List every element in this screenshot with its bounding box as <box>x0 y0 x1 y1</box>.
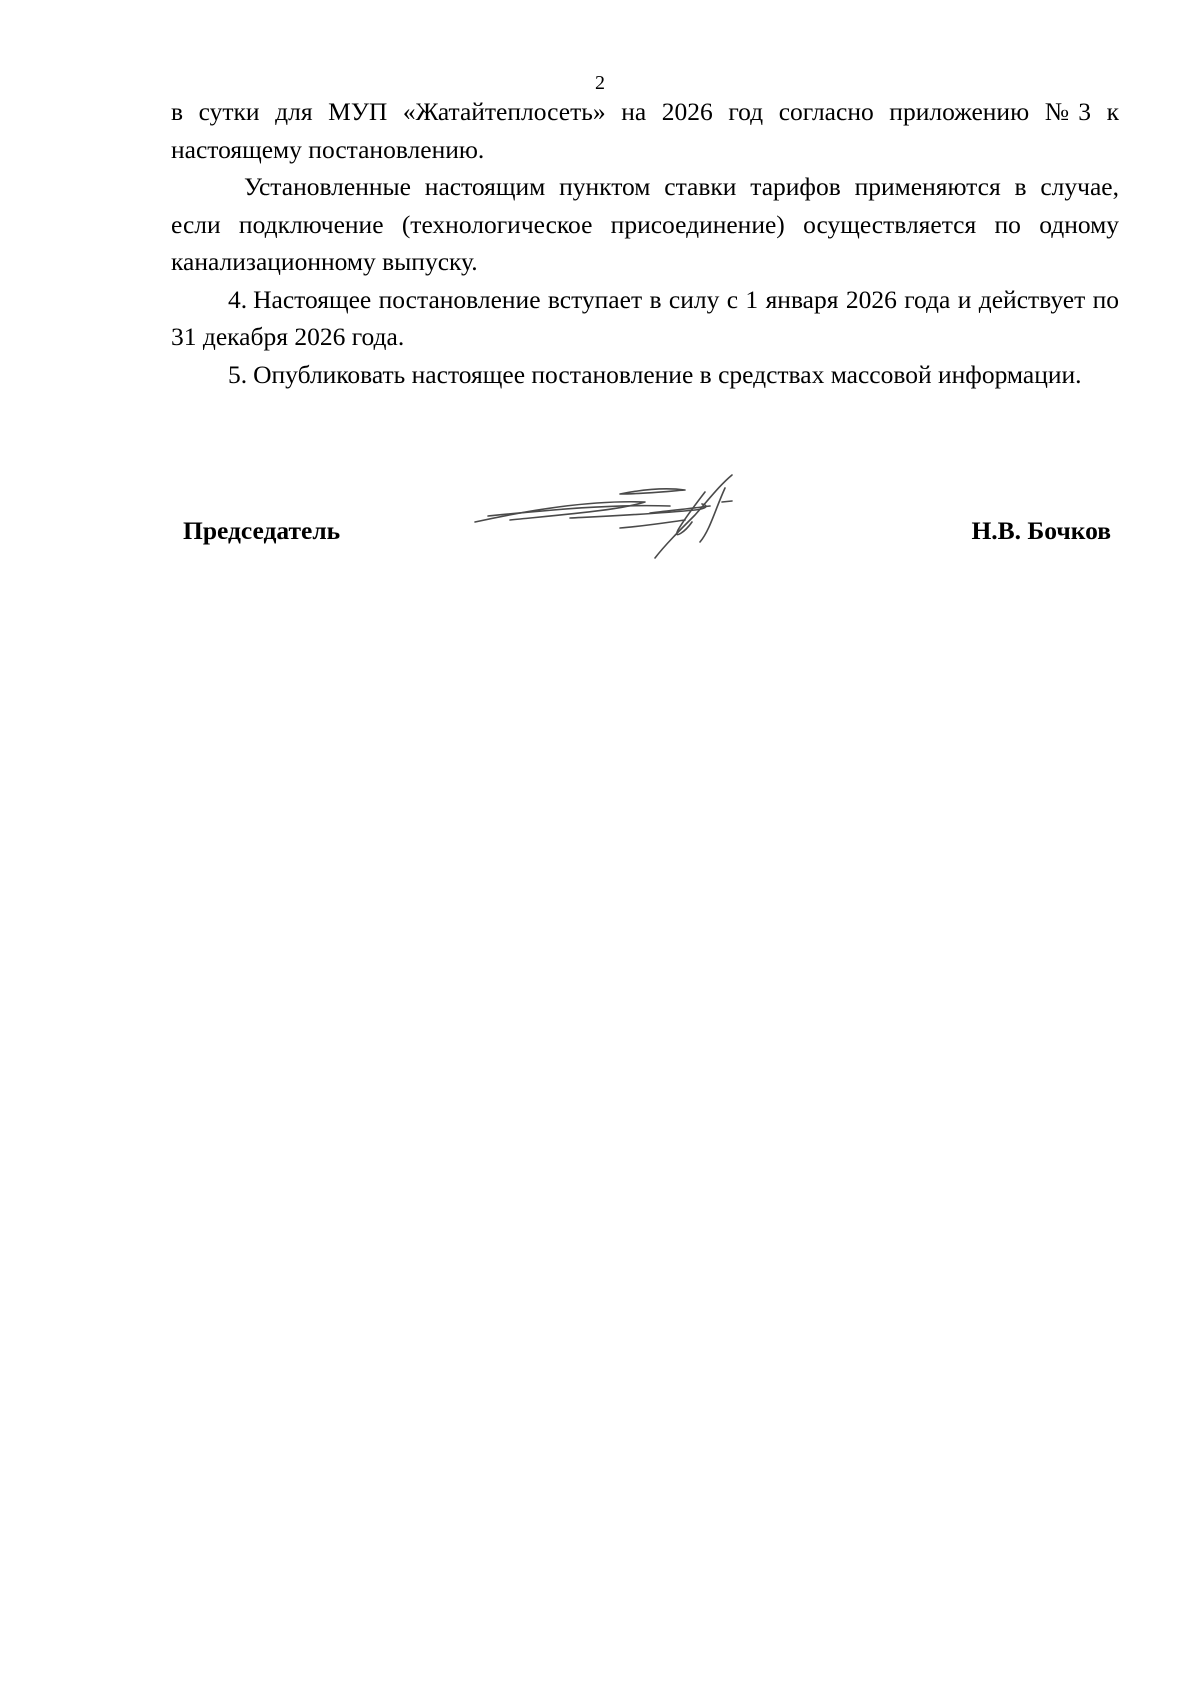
signatory-name: Н.В. Бочков <box>971 516 1111 545</box>
item-number: 5. <box>228 359 248 389</box>
handwritten-signature <box>470 470 790 580</box>
list-item-4 <box>171 281 1119 356</box>
page-number: 2 <box>595 72 605 94</box>
item-text: Настоящее постановление вступает в силу с 1 января 2026 года и действует по 31 декабря 2026 года. <box>171 284 1119 351</box>
item-text: Опубликовать настоящее постановление в средствах массовой информации. <box>253 359 1082 389</box>
signature-block <box>0 470 1200 580</box>
list-item-5 <box>171 356 1119 394</box>
paragraph-continuation: в сутки для МУП «Жатайтеплосеть» на 2026 год согласно приложению №3 к настоящему постановлению. <box>171 97 1119 164</box>
signatory-role: Председатель <box>183 516 341 545</box>
document-body <box>171 93 1119 393</box>
paragraph-tariff-application: Установленные настоящим пунктом ставки тарифов применяются в случае, если подключение (технологическое присоединение) осуществляется по одному канализационному выпуску. <box>171 172 1119 276</box>
item-number: 4. <box>228 284 248 314</box>
